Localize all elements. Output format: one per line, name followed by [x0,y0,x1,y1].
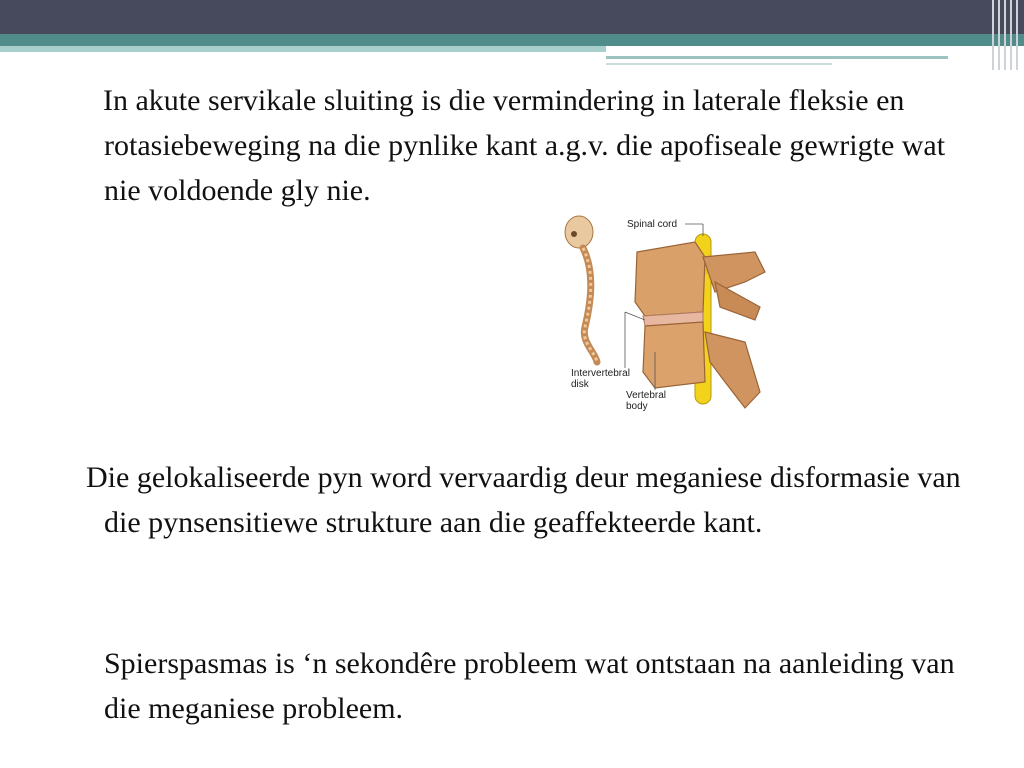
label-vertebral-body-2: body [626,401,648,412]
header-accent-line-thin [606,63,832,65]
header-accent-line [606,56,948,59]
right-stripes-decoration [988,0,1024,70]
header-teal-bar [0,34,1024,46]
spine-anatomy-image [555,212,835,428]
label-intervertebral-disk-2: disk [571,379,589,390]
spine-illustration [555,212,835,428]
paragraph-localized-pain: Die gelokaliseerde pyn word vervaardig deur meganiese disformasie van die pynsensitiewe strukture aan die geaffekteerde kant. [86,461,961,539]
label-vertebral-body-1: Vertebral [626,390,667,401]
header-dark-bar [0,0,1024,34]
paragraph-muscle-spasms: Spierspasmas is ‘n sekondêre probleem wat ontstaan na aanleiding van die meganiese probleem. [104,647,955,725]
label-spinal-cord: Spinal cord [627,219,678,230]
label-intervertebral-disk-1: Intervertebral [571,368,630,379]
paragraph-cervical-locking: In akute servikale sluiting is die vermindering in laterale fleksie en rotasiebeweging na die pynlike kant a.g.v. die apofiseale gewrigte wat nie voldoende gly nie. [103,84,946,207]
